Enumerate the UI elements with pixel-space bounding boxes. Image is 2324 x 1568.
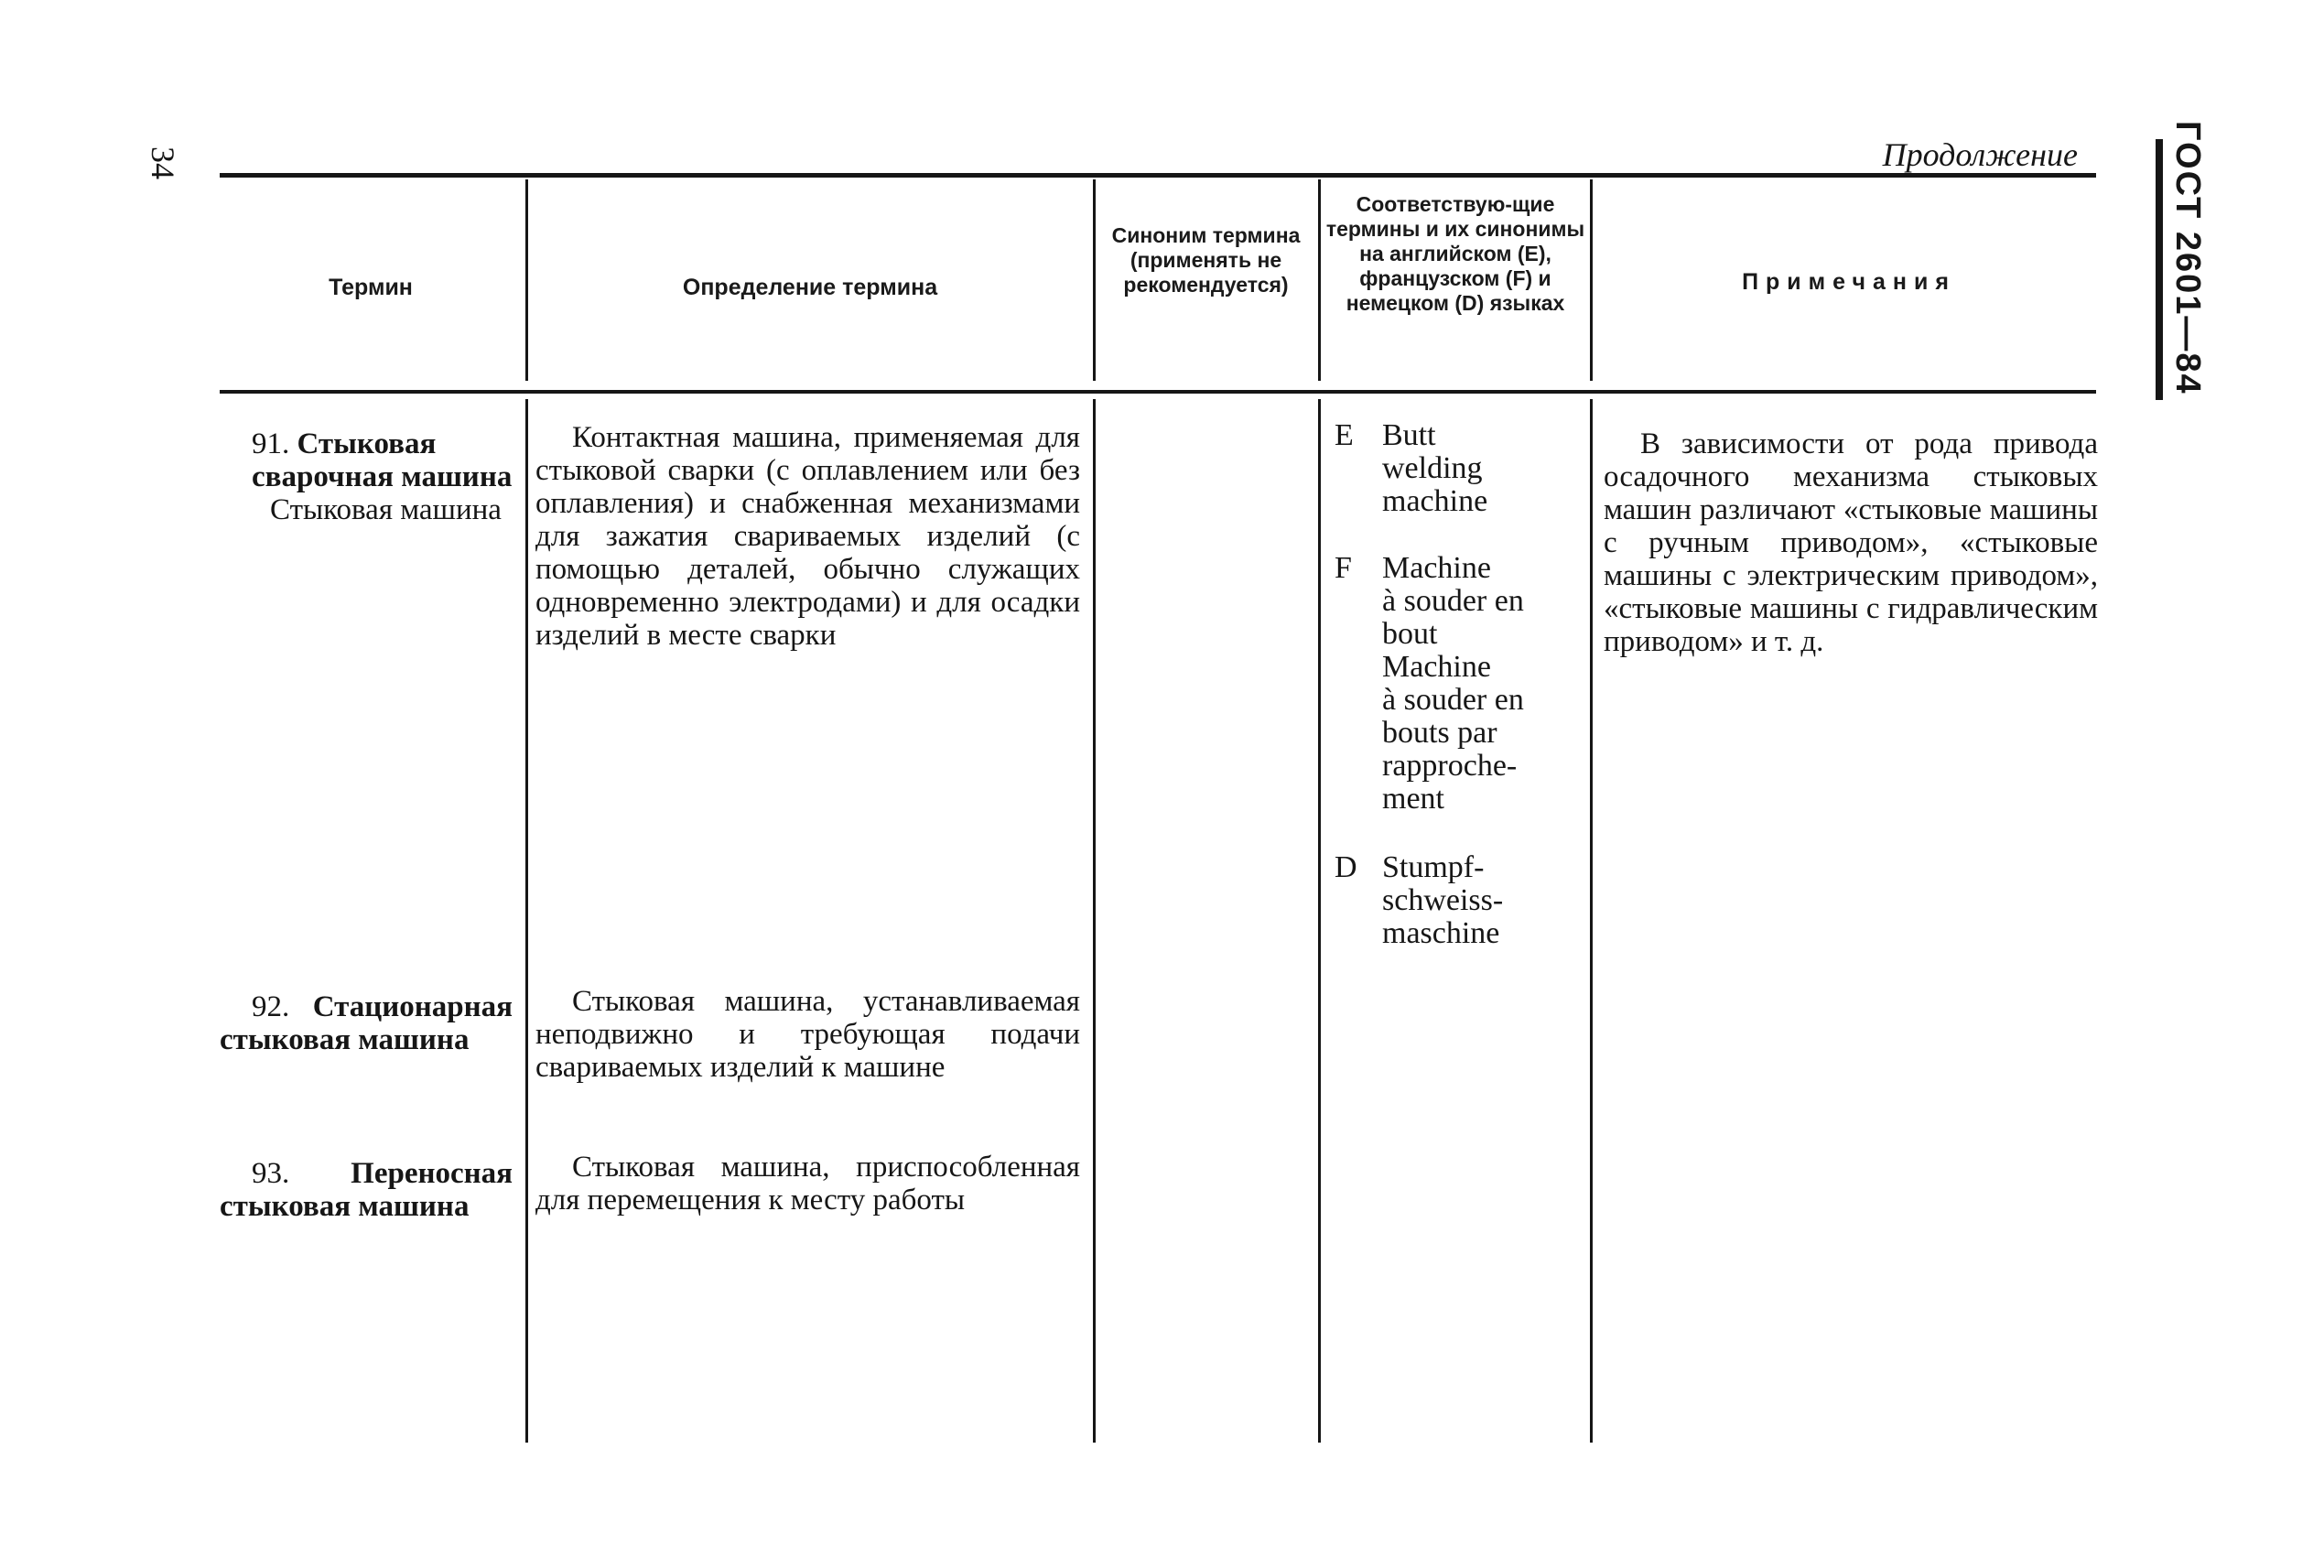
term-notes: В зависимости от рода привода осадочного механизма стыковых машин различают «стыковые машины с ручным приводом», «стыковые машины с электрическим приводом», «стыковые машины с гидравлическим приводом» и т. д.: [1604, 427, 2098, 658]
continuation-label: Продолжение: [1882, 136, 2078, 173]
header-notes: Примечания: [1742, 269, 1956, 295]
foreign-term-text: Butt welding machine: [1382, 418, 1488, 518]
table-header-rule: [220, 390, 2096, 394]
language-code: F: [1335, 551, 1352, 585]
term-definition: Стыковая машина, устанавливаемая неподвижно и требующая подачи свариваемых изделий к машине: [535, 985, 1080, 1084]
header-term: Термин: [329, 275, 413, 300]
header-definition: Определение термина: [682, 275, 938, 300]
gost-code: ГОСТ 2601—84: [2168, 121, 2207, 395]
language-code: E: [1335, 418, 1354, 452]
term-number: 92.: [252, 990, 290, 1023]
column-divider: [1093, 399, 1096, 1443]
gost-side-rule: [2156, 139, 2163, 400]
column-divider: [1093, 179, 1096, 381]
foreign-term-german: [1335, 851, 1591, 961]
table-row: [220, 990, 513, 1056]
term-definition: Стыковая машина, приспособленная для перемещения к месту работы: [535, 1151, 1080, 1217]
term-title: Переносная стыковая машина: [220, 1157, 513, 1223]
header-foreign: Соответствую-щие термины и их синонимы на английском (Е), французском (F) и немецком (D) языках: [1325, 192, 1585, 315]
term-synonym: Стыковая машина: [270, 493, 502, 526]
term-title: Стыковая сварочная машина: [252, 427, 513, 493]
term-number: 93.: [252, 1157, 290, 1190]
term-number: 91.: [252, 427, 290, 460]
foreign-term-french: [1335, 552, 1591, 827]
header-synonym: Синоним термина (применять не рекомендуется): [1111, 223, 1301, 297]
foreign-term-text: Stumpf- schweiss- maschine: [1382, 850, 1504, 950]
term-title: Стационарная стыковая машина: [220, 990, 513, 1056]
table-row: [220, 1157, 513, 1223]
page-number: 34: [145, 146, 181, 179]
language-code: D: [1335, 850, 1357, 884]
column-divider: [1318, 399, 1321, 1443]
table-row: [220, 427, 513, 526]
table-top-rule: [220, 173, 2096, 178]
term-definition: Контактная машина, применяемая для стыковой сварки (с оплавлением или без оплавления) и снабженная механизмами для зажатия свариваемых изделий (с помощью деталей, обычно служащих одновременно электродами) и для осадки изделий в месте сварки: [535, 421, 1080, 652]
column-divider: [525, 399, 528, 1443]
foreign-term-english: [1335, 419, 1591, 529]
foreign-term-text: Machine à souder en bout Machine à souder en bouts par rapproche- ment: [1382, 551, 1524, 816]
column-divider: [1590, 179, 1593, 381]
column-divider: [1318, 179, 1321, 381]
column-divider: [525, 179, 528, 381]
